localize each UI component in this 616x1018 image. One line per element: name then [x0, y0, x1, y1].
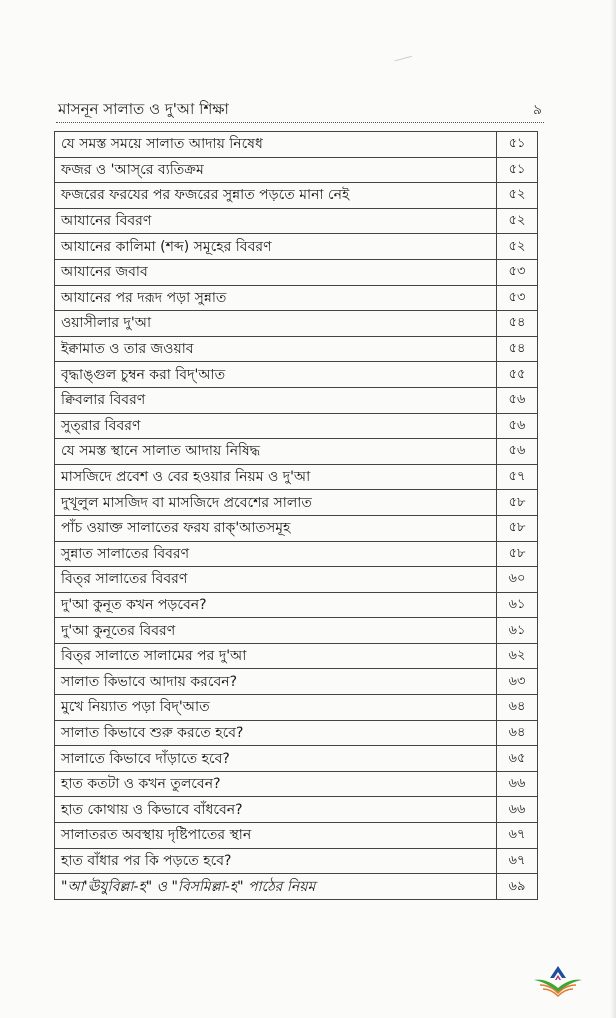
- toc-entry-title: আযানের বিবরণ: [55, 208, 497, 234]
- toc-row: [55, 464, 538, 490]
- toc-row: [55, 746, 538, 772]
- toc-entry-page: ৬৭: [497, 823, 538, 849]
- table-of-contents: [54, 131, 538, 900]
- toc-entry-page: ৫২: [497, 208, 538, 234]
- toc-row: [55, 413, 538, 439]
- toc-row: [55, 797, 538, 823]
- toc-entry-page: ৫৩: [497, 285, 538, 311]
- toc-entry-page: ৫৬: [497, 387, 538, 413]
- toc-entry-page: ৫৪: [497, 336, 538, 362]
- logo-roof-magenta: [555, 975, 561, 980]
- header-divider: [56, 122, 544, 123]
- toc-entry-page: ৫৪: [497, 311, 538, 337]
- toc-row: [55, 695, 538, 721]
- toc-entry-page: ৬৬: [497, 771, 538, 797]
- page-edge: [610, 0, 616, 1018]
- toc-row: [55, 567, 538, 593]
- toc-row: [55, 259, 538, 285]
- toc-entry-title: যে সমস্ত স্থানে সালাত আদায় নিষিদ্ধ: [55, 439, 497, 465]
- toc-entry-title: সুত্‌রার বিবরণ: [55, 413, 497, 439]
- toc-entry-title: ওয়াসীলার দু'আ: [55, 311, 497, 337]
- toc-entry-title: মাসজিদে প্রবেশ ও বের হওয়ার নিয়ম ও দু'আ: [55, 464, 497, 490]
- toc-entry-title: সালাতরত অবস্থায় দৃষ্টিপাতের স্থান: [55, 823, 497, 849]
- toc-entry-title: পাঁচ ওয়াক্ত সালাতের ফরয রাক্‌'আতসমূহ: [55, 515, 497, 541]
- page-number: ৯: [532, 102, 542, 118]
- toc-entry-title: যে সমস্ত সময়ে সালাত আদায় নিষেধ: [55, 132, 497, 158]
- toc-row: [55, 823, 538, 849]
- toc-entry-page: ৫৬: [497, 439, 538, 465]
- toc-entry-title: বৃদ্ধাঙ্গুল চুম্বন করা বিদ্‌'আত: [55, 362, 497, 388]
- toc-row: [55, 285, 538, 311]
- toc-row: [55, 874, 538, 900]
- toc-entry-title: আযানের জবাব: [55, 259, 497, 285]
- toc-entry-title: বিত্‌র সালাতের বিবরণ: [55, 567, 497, 593]
- toc-entry-page: ৬৯: [497, 874, 538, 900]
- toc-row: [55, 362, 538, 388]
- toc-entry-title: দুখূলুল মাসজিদ বা মাসজিদে প্রবেশের সালাত: [55, 490, 497, 516]
- toc-row: [55, 387, 538, 413]
- toc-entry-title: আযানের কালিমা (শব্দ) সমূহের বিবরণ: [55, 234, 497, 260]
- toc-entry-title: "আ'ঊযুবিল্লা-হ" ও "বিসমিল্লা-হ" পাঠের নিয়ম: [55, 874, 497, 900]
- toc-entry-page: ৬১: [497, 592, 538, 618]
- paper-smudge: [394, 56, 413, 67]
- toc-entry-title: সালাতে কিভাবে দাঁড়াতে হবে?: [55, 746, 497, 772]
- toc-row: [55, 234, 538, 260]
- toc-entry-page: ৬১: [497, 618, 538, 644]
- toc-entry-page: ৬০: [497, 567, 538, 593]
- toc-entry-page: ৬৭: [497, 848, 538, 874]
- toc-row: [55, 132, 538, 158]
- toc-entry-page: ৬২: [497, 643, 538, 669]
- toc-row: [55, 208, 538, 234]
- toc-row: [55, 439, 538, 465]
- toc-entry-page: ৫২: [497, 234, 538, 260]
- toc-entry-title: সালাত কিভাবে শুরু করতে হবে?: [55, 720, 497, 746]
- toc-entry-title: মুখে নিয়্যাত পড়া বিদ্‌'আত: [55, 695, 497, 721]
- toc-row: [55, 848, 538, 874]
- toc-entry-page: ৫৮: [497, 490, 538, 516]
- toc-row: [55, 515, 538, 541]
- toc-entry-page: ৫১: [497, 132, 538, 158]
- toc-row: [55, 336, 538, 362]
- toc-entry-title: সালাত কিভাবে আদায় করবেন?: [55, 669, 497, 695]
- toc-entry-title: হাত বাঁধার পর কি পড়তে হবে?: [55, 848, 497, 874]
- toc-entry-page: ৬৩: [497, 669, 538, 695]
- toc-entry-page: ৫৫: [497, 362, 538, 388]
- toc-row: [55, 311, 538, 337]
- toc-entry-title: ফজর ও 'আস্‌রে ব্যতিক্রম: [55, 157, 497, 183]
- toc-entry-page: ৬৬: [497, 797, 538, 823]
- toc-entry-page: ৫৩: [497, 259, 538, 285]
- running-header: [58, 96, 542, 122]
- toc-row: [55, 592, 538, 618]
- toc-entry-title: হাত কোথায় ও কিভাবে বাঁধবেন?: [55, 797, 497, 823]
- toc-row: [55, 618, 538, 644]
- toc-entry-page: ৫৭: [497, 464, 538, 490]
- toc-entry-title: দু'আ কুনূত কখন পড়বেন?: [55, 592, 497, 618]
- toc-entry-page: ৫২: [497, 183, 538, 209]
- book-title: মাসনূন সালাত ও দু'আ শিক্ষা: [58, 100, 229, 118]
- toc-entry-title: ফজরের ফরযের পর ফজরের সুন্নাত পড়তে মানা নেই: [55, 183, 497, 209]
- publisher-logo-icon: [528, 958, 588, 998]
- toc-row: [55, 490, 538, 516]
- toc-entry-page: ৫৮: [497, 515, 538, 541]
- toc-row: [55, 157, 538, 183]
- toc-entry-page: ৬৪: [497, 695, 538, 721]
- toc-entry-page: ৬৪: [497, 720, 538, 746]
- toc-row: [55, 771, 538, 797]
- toc-row: [55, 720, 538, 746]
- toc-entry-title: ক্বিবলার বিবরণ: [55, 387, 497, 413]
- toc-entry-title: ইক্বামাত ও তার জওয়াব: [55, 336, 497, 362]
- toc-entry-page: ৫৬: [497, 413, 538, 439]
- logo-book-green: [534, 980, 582, 992]
- toc-row: [55, 541, 538, 567]
- toc-entry-page: ৫১: [497, 157, 538, 183]
- toc-entry-page: ৬৫: [497, 746, 538, 772]
- toc-row: [55, 183, 538, 209]
- toc-row: [55, 669, 538, 695]
- toc-entry-title: দু'আ কুনূতের বিবরণ: [55, 618, 497, 644]
- toc-entry-title: সুন্নাত সালাতের বিবরণ: [55, 541, 497, 567]
- toc-entry-title: বিত্‌র সালাতে সালামের পর দু'আ: [55, 643, 497, 669]
- toc-entry-title: হাত কতটা ও কখন তুলবেন?: [55, 771, 497, 797]
- toc-entry-title: আযানের পর দরূদ পড়া সুন্নাত: [55, 285, 497, 311]
- toc-entry-page: ৫৮: [497, 541, 538, 567]
- toc-row: [55, 643, 538, 669]
